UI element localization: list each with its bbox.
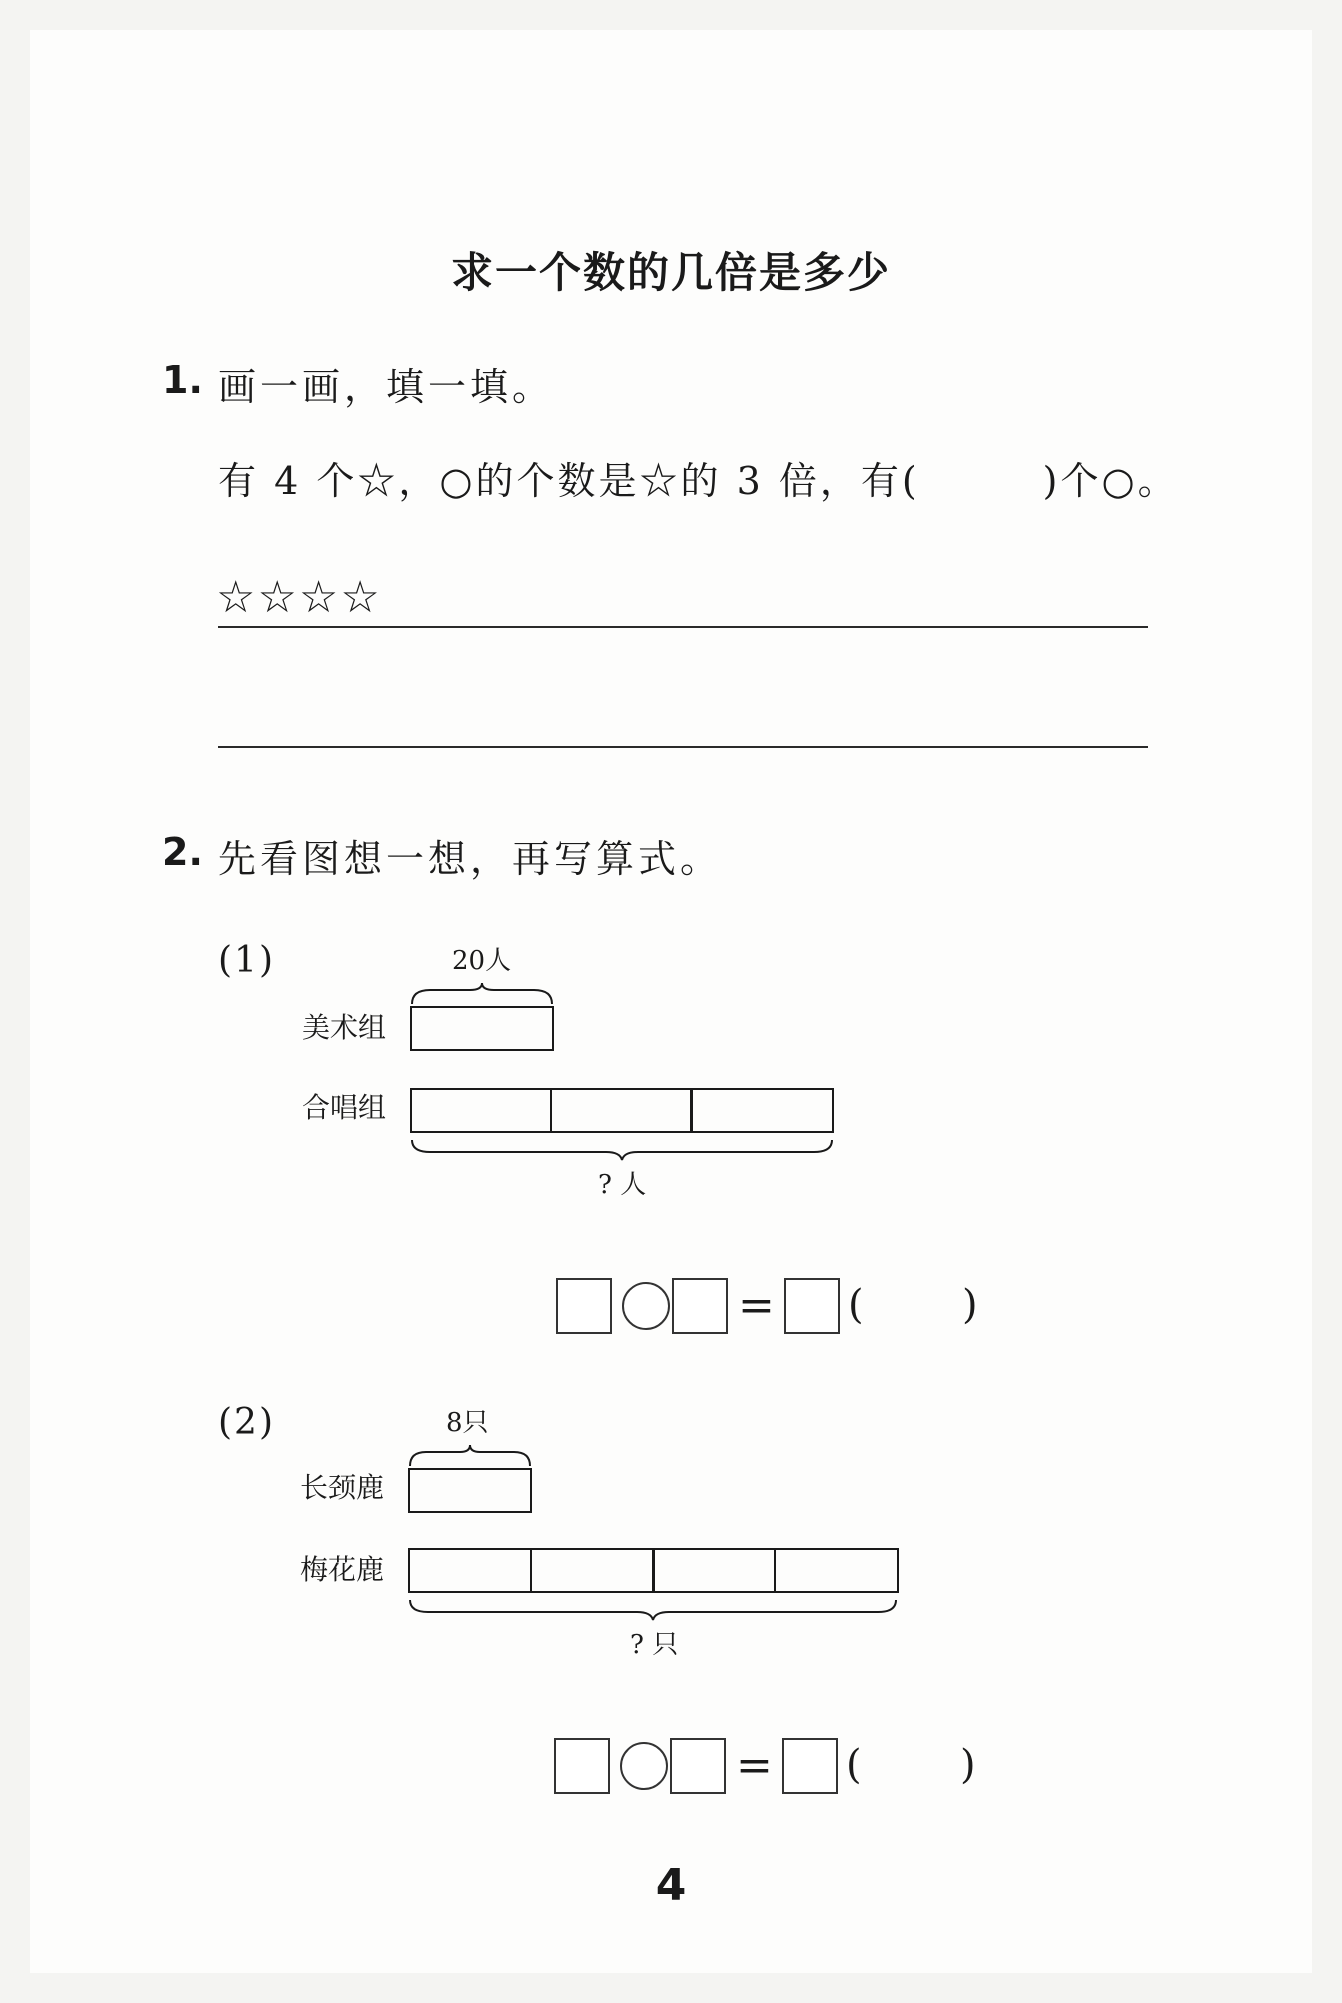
q2-part2-row2-label: 梅花鹿 (300, 1553, 385, 1586)
q2-part1-equals-sign: = (738, 1280, 775, 1331)
q2-part1-answer-box-2[interactable] (672, 1278, 728, 1334)
page-title: 求一个数的几倍是多少 (450, 248, 891, 297)
q1-sentence: 有 4 个☆，○的个数是☆的 3 倍，有( )个○。 (218, 459, 1179, 503)
q2-part2-row2-segment (408, 1548, 532, 1593)
page-number: 4 (655, 1860, 687, 1911)
q2-part2-answer-box-2[interactable] (670, 1738, 726, 1794)
q2-part2-answer-box-3[interactable] (782, 1738, 838, 1794)
q2-part2-row2-segment (774, 1548, 899, 1593)
q2-part2-answer-box-1[interactable] (554, 1738, 610, 1794)
q2-part1-operator-circle[interactable] (622, 1282, 670, 1330)
q2-part2-row2-segment (652, 1548, 776, 1593)
q1-number: 1. (162, 358, 203, 402)
q2-part2-row1-bar (408, 1468, 532, 1513)
q1-instruction: 画一画，填一填。 (218, 365, 555, 409)
q2-part1-bottom-brace (410, 1138, 834, 1162)
q2-number: 2. (162, 830, 203, 874)
q2-part1-row2-segment (550, 1088, 693, 1133)
q2-part1-row2-label: 合唱组 (302, 1091, 387, 1124)
q2-part2-operator-circle[interactable] (620, 1742, 668, 1790)
q2-part1-row1-bar (410, 1006, 554, 1051)
q2-part2-top-brace-label: 8只 (446, 1408, 489, 1438)
q2-part1-row2-segment (690, 1088, 834, 1133)
q2-part1-answer-box-3[interactable] (784, 1278, 840, 1334)
q1-stars: ☆☆☆☆ (216, 572, 382, 623)
q2-part2-label: (2) (218, 1402, 275, 1443)
q2-part2-open-paren: ( (846, 1742, 862, 1788)
q2-part1-row2-segment (410, 1088, 552, 1133)
q2-part2-bottom-brace (408, 1598, 898, 1622)
q1-answer-line-2[interactable] (218, 746, 1148, 748)
q2-part1-label: (1) (218, 940, 275, 981)
q2-part1-top-brace-label: 20人 (452, 946, 512, 976)
q2-part2-equals-sign: = (736, 1740, 773, 1791)
worksheet-page (30, 30, 1312, 1973)
q2-part1-open-paren: ( (848, 1282, 864, 1328)
q1-answer-line-1[interactable] (218, 626, 1148, 628)
q2-part2-row1-label: 长颈鹿 (300, 1471, 385, 1504)
q2-part1-row1-label: 美术组 (302, 1011, 387, 1044)
q2-instruction: 先看图想一想，再写算式。 (218, 837, 723, 881)
q2-part2-bottom-brace-label: ? 只 (630, 1630, 679, 1660)
q2-part1-bottom-brace-label: ? 人 (598, 1170, 647, 1200)
q2-part2-top-brace (408, 1444, 532, 1468)
q2-part2-row2-segment (530, 1548, 655, 1593)
q2-part1-top-brace (410, 982, 554, 1006)
q2-part1-close-paren: ) (962, 1282, 978, 1328)
q2-part2-close-paren: ) (960, 1742, 976, 1788)
q2-part1-answer-box-1[interactable] (556, 1278, 612, 1334)
